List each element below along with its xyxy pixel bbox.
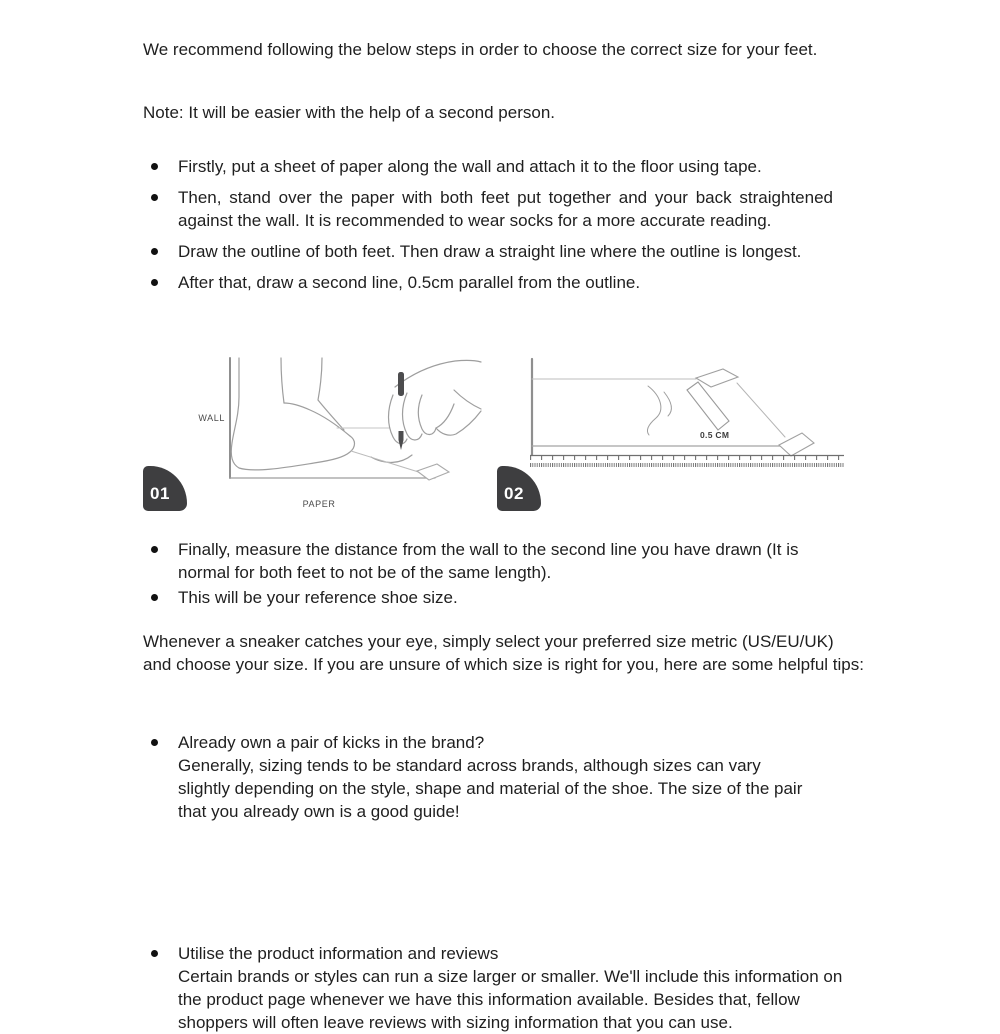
tip-body: Certain brands or styles can run a size larger or smaller. We'll include this information on the product page whenever we have this information available. Besides that, fellow shoppers will often leave reviews with sizing information that you can use. bbox=[178, 967, 843, 1032]
tip-title: Already own a pair of kicks in the brand? bbox=[178, 733, 485, 752]
result-step-2: This will be your reference shoe size. bbox=[143, 586, 803, 609]
measure-steps-list bbox=[143, 155, 833, 294]
result-steps-list bbox=[143, 538, 803, 609]
measure-step-4: After that, draw a second line, 0.5cm parallel from the outline. bbox=[143, 271, 833, 294]
measure-step-1: Firstly, put a sheet of paper along the wall and attach it to the floor using tape. bbox=[143, 155, 833, 178]
tip-body: Generally, sizing tends to be standard across brands, although sizes can vary slightly depending on the style, shape and material of the shoe. The size of the pair that you already own is a good guide! bbox=[178, 756, 803, 821]
tip-title: Utilise the product information and reviews bbox=[178, 944, 499, 963]
result-step-1: Finally, measure the distance from the wall to the second line you have drawn (It is normal for both feet to not be of the same length). bbox=[143, 538, 803, 584]
intro-paragraph: We recommend following the below steps in order to choose the correct size for your feet. bbox=[143, 40, 818, 59]
pencil-icon bbox=[398, 372, 404, 450]
figure-step-01 bbox=[143, 355, 483, 515]
foot-measure-illustration bbox=[143, 355, 483, 515]
paper-label: PAPER bbox=[302, 499, 336, 509]
tips-intro-paragraph: Whenever a sneaker catches your eye, simply select your preferred size metric (US/EU/UK) and choose your size. If you are unsure of which size is right for you, here are some helpful tips: bbox=[143, 632, 864, 674]
ruler-icon bbox=[530, 455, 844, 467]
distance-label: 0.5 CM bbox=[700, 430, 730, 440]
tip-item-own-pair bbox=[143, 731, 838, 823]
ruler-measure-illustration bbox=[497, 355, 860, 515]
step-badge-02: 02 bbox=[497, 466, 541, 511]
wall-label: WALL bbox=[198, 413, 225, 423]
tip-item-product-info bbox=[143, 942, 858, 1034]
step-badge-01: 01 bbox=[143, 466, 187, 511]
measure-step-2: Then, stand over the paper with both feet put together and your back straightened against the wall. It is recommended to wear socks for a more accurate reading. bbox=[143, 186, 833, 232]
figure-step-02 bbox=[497, 355, 860, 515]
measure-step-3: Draw the outline of both feet. Then draw a straight line where the outline is longest. bbox=[143, 240, 838, 263]
note-line: Note: It will be easier with the help of a second person. bbox=[143, 103, 556, 122]
